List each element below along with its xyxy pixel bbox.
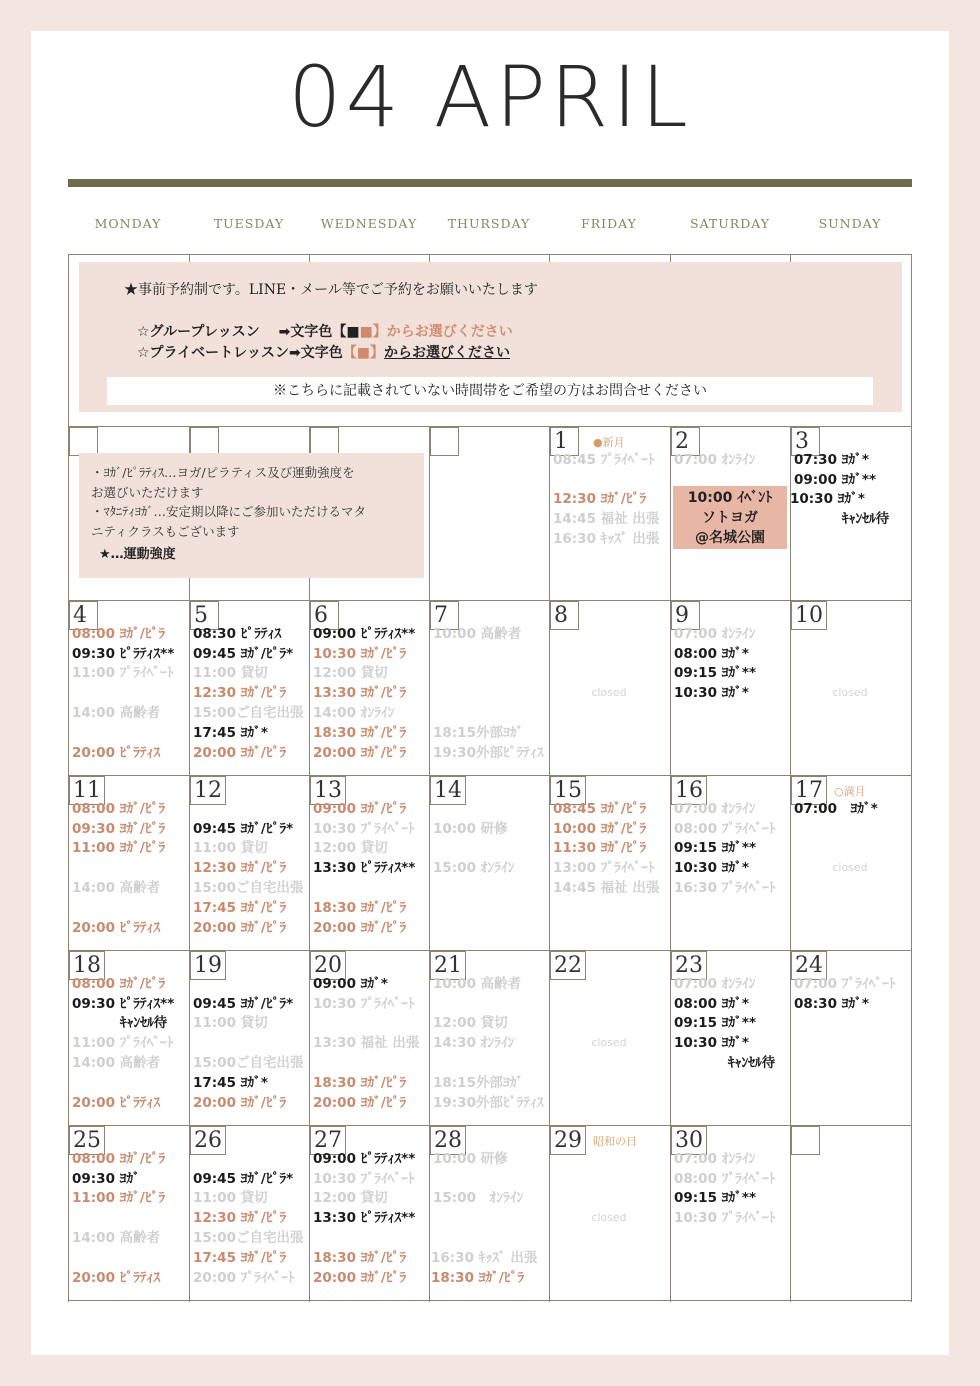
day-number: 15 xyxy=(554,778,582,803)
schedule-entry: 07:00 ﾌﾟﾗｲﾍﾞｰﾄ xyxy=(794,975,896,992)
schedule-entry: 08:00 ﾖｶﾞ/ﾋﾟﾗ xyxy=(72,1150,166,1167)
day-number: 23 xyxy=(675,953,703,978)
schedule-entry: 12:30 ﾖｶﾞ/ﾋﾟﾗ xyxy=(193,1210,287,1227)
schedule-entry: 15:00ご自宅出張 xyxy=(193,1230,304,1246)
notice-private-lesson: ☆プライベートレッスン➡文字色【■】からお選びください xyxy=(137,345,510,361)
legend-intensity: ★…運動強度 xyxy=(99,547,176,562)
day-number: 29 xyxy=(554,1128,582,1153)
schedule-entry: ｷｬﾝｾﾙ待 xyxy=(842,511,890,528)
day-number: 5 xyxy=(194,603,208,628)
schedule-entry: 20:00 ﾖｶﾞ/ﾋﾟﾗ xyxy=(193,919,287,936)
schedule-entry: 12:00 貸切 xyxy=(313,840,388,857)
schedule-entry: 08:00 ﾖｶﾞ/ﾋﾟﾗ xyxy=(72,975,166,992)
schedule-entry: 09:45 ﾖｶﾞ/ﾋﾟﾗ* xyxy=(193,645,294,662)
day-tag: 昭和の日 xyxy=(593,1135,637,1148)
schedule-entry: 12:30 ﾖｶﾞ/ﾋﾟﾗ xyxy=(553,491,647,508)
day-number: 26 xyxy=(194,1128,222,1153)
notice-inquiry: ※こちらに記載されていない時間帯をご希望の方はお問合せください xyxy=(107,377,873,405)
schedule-entry: 14:00 高齢者 xyxy=(72,1055,161,1071)
schedule-entry: 07:00 ｵﾝﾗｲﾝ xyxy=(674,1150,756,1167)
schedule-entry: 18:30 ﾖｶﾞ/ﾋﾟﾗ xyxy=(431,1269,525,1286)
schedule-entry: 20:00 ﾖｶﾞ/ﾋﾟﾗ xyxy=(193,744,287,761)
schedule-entry: 14:45 福祉 出張 xyxy=(553,511,660,528)
legend-line: ・ﾏﾀﾆﾃｨﾖｶﾞ…安定期以降にご参加いただけるマタ xyxy=(91,504,367,519)
schedule-entry: 13:00 ﾌﾟﾗｲﾍﾞｰﾄ xyxy=(553,860,655,877)
day-number: 30 xyxy=(675,1128,703,1153)
schedule-entry: 18:30 ﾖｶﾞ/ﾋﾟﾗ xyxy=(313,1249,407,1266)
day-number: 8 xyxy=(554,603,568,628)
schedule-entry: 19:30外部ﾋﾟﾗﾃｨｽ xyxy=(433,744,544,761)
closed-label: closed xyxy=(832,686,868,699)
schedule-entry: 18:15外部ﾖｶﾞ xyxy=(433,724,524,741)
day-number: 21 xyxy=(434,953,462,978)
schedule-entry: 18:30 ﾖｶﾞ/ﾋﾟﾗ xyxy=(313,899,407,916)
schedule-entry: 11:00 貸切 xyxy=(193,665,268,682)
schedule-entry: 14:00 ｵﾝﾗｲﾝ xyxy=(313,705,395,721)
schedule-entry: 15:00ご自宅出張 xyxy=(193,1055,304,1071)
day-number: 22 xyxy=(554,953,582,978)
schedule-entry: 09:00 ﾋﾟﾗﾃｨｽ** xyxy=(313,1150,416,1167)
day-number: 4 xyxy=(73,603,87,628)
weekday-friday: FRIDAY xyxy=(581,216,637,231)
schedule-entry: 13:30 福祉 出張 xyxy=(313,1035,420,1052)
schedule-entry: 10:30 ﾌﾟﾗｲﾍﾞｰﾄ xyxy=(674,1210,776,1227)
schedule-entry: 11:00 貸切 xyxy=(193,840,268,857)
schedule-entry: 20:00 ﾋﾟﾗﾃｨｽ xyxy=(72,919,161,936)
closed-label: closed xyxy=(591,1211,627,1224)
schedule-entry: 08:30 ﾖｶﾞ* xyxy=(794,995,869,1012)
schedule-entry: 12:00 貸切 xyxy=(313,665,388,682)
schedule-entry: 09:15 ﾖｶﾞ** xyxy=(674,1190,757,1207)
schedule-entry: 08:45 ﾌﾟﾗｲﾍﾞｰﾄ xyxy=(553,451,655,468)
schedule-entry: 08:00 ﾖｶﾞ* xyxy=(674,995,749,1012)
schedule-entry: 08:00 ﾖｶﾞ* xyxy=(674,645,749,662)
closed-label: closed xyxy=(832,861,868,874)
schedule-entry: 09:30 ﾋﾟﾗﾃｨｽ** xyxy=(72,645,175,662)
empty-day-box xyxy=(310,427,339,456)
schedule-entry: 14:30 ｵﾝﾗｲﾝ xyxy=(433,1035,515,1052)
schedule-entry: 11:00 ﾖｶﾞ/ﾋﾟﾗ xyxy=(72,840,166,857)
reservation-notice xyxy=(79,262,902,412)
schedule-entry: 20:00 ﾖｶﾞ/ﾋﾟﾗ xyxy=(313,744,407,761)
weekday-saturday: SATURDAY xyxy=(690,216,770,231)
schedule-entry: 07:00 ﾖｶﾞ* xyxy=(794,800,878,817)
day-number: 25 xyxy=(73,1128,101,1153)
schedule-entry: 09:00 ﾋﾟﾗﾃｨｽ** xyxy=(313,625,416,642)
schedule-entry: 12:00 貸切 xyxy=(433,1015,508,1032)
empty-day-box xyxy=(430,427,459,456)
weekday-thursday: THURSDAY xyxy=(447,216,531,231)
event-callout xyxy=(673,486,787,549)
schedule-entry: ｷｬﾝｾﾙ待 xyxy=(728,1055,776,1071)
schedule-entry: 07:30 ﾖｶﾞ* xyxy=(794,451,869,468)
schedule-entry: 11:00 貸切 xyxy=(193,1190,268,1207)
schedule-entry: 11:30 ﾖｶﾞ/ﾋﾟﾗ xyxy=(553,840,647,857)
schedule-entry: 14:00 高齢者 xyxy=(72,1230,161,1246)
day-number: 16 xyxy=(675,778,703,803)
schedule-entry: 13:30 ﾋﾟﾗﾃｨｽ** xyxy=(313,860,416,877)
class-legend xyxy=(79,453,424,578)
schedule-entry: 07:00 ｵﾝﾗｲﾝ xyxy=(674,451,756,468)
schedule-entry: 09:15 ﾖｶﾞ** xyxy=(674,665,757,682)
schedule-entry: 08:00 ﾌﾟﾗｲﾍﾞｰﾄ xyxy=(674,1170,776,1187)
schedule-entry: 08:30 ﾋﾟﾗﾃｨｽ xyxy=(193,625,282,642)
schedule-entry: 10:00 高齢者 xyxy=(433,625,522,642)
schedule-entry: 10:30 ﾖｶﾞ/ﾋﾟﾗ xyxy=(313,645,407,662)
schedule-entry: 10:30 ﾖｶﾞ* xyxy=(674,685,749,702)
schedule-entry: 19:30外部ﾋﾟﾗﾃｨｽ xyxy=(433,1094,544,1111)
schedule-entry: 09:15 ﾖｶﾞ** xyxy=(674,1015,757,1032)
schedule-entry: 07:00 ｵﾝﾗｲﾝ xyxy=(674,625,756,642)
day-number: 3 xyxy=(795,429,809,454)
event-callout-line: @名城公園 xyxy=(695,530,765,546)
empty-day-box xyxy=(69,427,98,456)
schedule-entry: 09:00 ﾖｶﾞ** xyxy=(794,471,877,488)
schedule-entry: 09:30 ﾖｶﾞ xyxy=(72,1170,140,1187)
schedule-entry: 08:00 ﾖｶﾞ/ﾋﾟﾗ xyxy=(72,800,166,817)
schedule-entry: 10:00 研修 xyxy=(433,1150,508,1167)
day-number: 14 xyxy=(434,778,462,803)
day-tag: ●新月 xyxy=(593,436,625,449)
notice-group-lesson: ☆グループレッスン ➡文字色【■■】からお選びください xyxy=(137,324,513,340)
schedule-entry: 10:30 ﾌﾟﾗｲﾍﾞｰﾄ xyxy=(313,995,415,1012)
schedule-entry: 08:00 ﾖｶﾞ/ﾋﾟﾗ xyxy=(72,625,166,642)
day-number: 20 xyxy=(314,953,342,978)
schedule-entry: 11:00 ﾖｶﾞ/ﾋﾟﾗ xyxy=(72,1190,166,1207)
schedule-entry: 09:45 ﾖｶﾞ/ﾋﾟﾗ* xyxy=(193,820,294,837)
day-number: 2 xyxy=(675,429,689,454)
day-number: 10 xyxy=(795,603,823,628)
day-number: 17 xyxy=(795,778,823,803)
day-number: 9 xyxy=(675,603,689,628)
day-number: 11 xyxy=(73,778,101,803)
schedule-entry: 20:00 ﾖｶﾞ/ﾋﾟﾗ xyxy=(193,1094,287,1111)
schedule-entry: 10:00 高齢者 xyxy=(433,975,522,992)
schedule-entry: 20:00 ﾖｶﾞ/ﾋﾟﾗ xyxy=(313,919,407,936)
legend-line: ニティクラスもございます xyxy=(91,523,240,539)
schedule-entry: 14:45 福祉 出張 xyxy=(553,880,660,896)
schedule-entry: 20:00 ﾋﾟﾗﾃｨｽ xyxy=(72,1269,161,1286)
schedule-entry: 09:30 ﾋﾟﾗﾃｨｽ** xyxy=(72,995,175,1012)
schedule-entry: 17:45 ﾖｶﾞ/ﾋﾟﾗ xyxy=(193,899,287,916)
page-title: 04 APRIL xyxy=(288,48,692,146)
schedule-entry: 18:30 ﾖｶﾞ/ﾋﾟﾗ xyxy=(313,1074,407,1091)
schedule-entry: 20:00 ﾋﾟﾗﾃｨｽ xyxy=(72,744,161,761)
closed-label: closed xyxy=(591,686,627,699)
schedule-entry: 20:00 ﾌﾟﾗｲﾍﾞｰﾄ xyxy=(193,1269,295,1286)
schedule-entry: 18:15外部ﾖｶﾞ xyxy=(433,1074,524,1091)
schedule-entry: 13:30 ﾖｶﾞ/ﾋﾟﾗ xyxy=(313,685,407,702)
schedule-entry: 08:00 ﾌﾟﾗｲﾍﾞｰﾄ xyxy=(674,820,776,837)
weekday-wednesday: WEDNESDAY xyxy=(320,216,418,231)
schedule-entry: 08:45 ﾖｶﾞ/ﾋﾟﾗ xyxy=(553,800,647,817)
schedule-entry: 12:30 ﾖｶﾞ/ﾋﾟﾗ xyxy=(193,685,287,702)
day-number: 19 xyxy=(194,953,222,978)
schedule-entry: 10:30 ﾖｶﾞ* xyxy=(674,1035,749,1052)
schedule-entry: 13:30 ﾋﾟﾗﾃｨｽ** xyxy=(313,1210,416,1227)
schedule-entry: 10:30 ﾖｶﾞ* xyxy=(790,491,865,508)
schedule-entry: 10:00 ﾖｶﾞ/ﾋﾟﾗ xyxy=(553,820,647,837)
legend-line: お選びいただけます xyxy=(91,484,204,500)
schedule-entry: 11:00 ﾌﾟﾗｲﾍﾞｰﾄ xyxy=(72,1035,174,1052)
schedule-entry: 10:30 ﾌﾟﾗｲﾍﾞｰﾄ xyxy=(313,1170,415,1187)
schedule-entry: 20:00 ﾋﾟﾗﾃｨｽ xyxy=(72,1094,161,1111)
schedule-entry: 20:00 ﾖｶﾞ/ﾋﾟﾗ xyxy=(313,1269,407,1286)
schedule-entry: 07:00 ｵﾝﾗｲﾝ xyxy=(674,800,756,817)
schedule-entry: 12:30 ﾖｶﾞ/ﾋﾟﾗ xyxy=(193,860,287,877)
schedule-entry: 15:00 ｵﾝﾗｲﾝ xyxy=(433,860,515,877)
day-number: 27 xyxy=(314,1128,342,1153)
day-number: 6 xyxy=(314,603,328,628)
schedule-entry: 20:00 ﾖｶﾞ/ﾋﾟﾗ xyxy=(313,1094,407,1111)
schedule-entry: 16:30 ｷｯｽﾞ 出張 xyxy=(553,531,660,547)
schedule-entry: 18:30 ﾖｶﾞ/ﾋﾟﾗ xyxy=(313,724,407,741)
schedule-entry: 09:45 ﾖｶﾞ/ﾋﾟﾗ* xyxy=(193,1170,294,1187)
day-number: 24 xyxy=(795,953,823,978)
schedule-entry: 09:00 ﾖｶﾞ* xyxy=(313,975,388,992)
event-callout-line: 10:00 ｲﾍﾞﾝﾄ xyxy=(687,490,773,506)
day-number: 12 xyxy=(194,778,222,803)
schedule-entry: 17:45 ﾖｶﾞ* xyxy=(193,1074,268,1091)
notice-line-1: ★事前予約制です。LINE・メール等でご予約をお願いいたします xyxy=(124,282,538,298)
schedule-entry: 16:30 ｷｯｽﾞ 出張 xyxy=(431,1249,538,1266)
schedule-entry: 17:45 ﾖｶﾞ/ﾋﾟﾗ xyxy=(193,1249,287,1266)
day-number: 18 xyxy=(73,953,101,978)
schedule-entry: 16:30 ﾌﾟﾗｲﾍﾞｰﾄ xyxy=(674,880,776,896)
schedule-entry: 09:45 ﾖｶﾞ/ﾋﾟﾗ* xyxy=(193,995,294,1012)
schedule-entry: 14:00 高齢者 xyxy=(72,880,161,896)
schedule-entry: 09:30 ﾖｶﾞ/ﾋﾟﾗ xyxy=(72,820,166,837)
empty-day-box xyxy=(791,1126,820,1155)
day-number: 1 xyxy=(554,429,568,454)
schedule-entry: 10:00 研修 xyxy=(433,820,508,837)
weekday-sunday: SUNDAY xyxy=(818,216,882,231)
event-callout-line: ソトヨガ xyxy=(702,510,758,526)
day-number: 28 xyxy=(434,1128,462,1153)
schedule-entry: 15:00ご自宅出張 xyxy=(193,705,304,721)
schedule-entry: 17:45 ﾖｶﾞ* xyxy=(193,724,268,741)
title-divider xyxy=(68,179,912,187)
schedule-entry: 14:00 高齢者 xyxy=(72,705,161,721)
empty-day-box xyxy=(190,427,219,456)
schedule-entry: 11:00 貸切 xyxy=(193,1015,268,1032)
closed-label: closed xyxy=(591,1036,627,1049)
schedule-entry: 12:00 貸切 xyxy=(313,1190,388,1207)
day-number: 13 xyxy=(314,778,342,803)
schedule-entry: 09:15 ﾖｶﾞ** xyxy=(674,840,757,857)
weekday-monday: MONDAY xyxy=(94,216,162,231)
schedule-entry: 10:30 ﾖｶﾞ* xyxy=(674,860,749,877)
schedule-entry: 07:00 ｵﾝﾗｲﾝ xyxy=(674,975,756,992)
legend-line: ・ﾖｶﾞ/ﾋﾟﾗﾃｨｽ…ヨガ/ピラティス及び運動強度を xyxy=(91,465,355,480)
day-tag: ○満月 xyxy=(834,785,866,798)
schedule-entry: 10:30 ﾌﾟﾗｲﾍﾞｰﾄ xyxy=(313,820,415,837)
schedule-entry: 09:00 ﾖｶﾞ/ﾋﾟﾗ xyxy=(313,800,407,817)
day-number: 7 xyxy=(434,603,448,628)
weekday-tuesday: TUESDAY xyxy=(213,216,285,231)
schedule-entry: 11:00 ﾌﾟﾗｲﾍﾞｰﾄ xyxy=(72,665,174,682)
schedule-entry: ｷｬﾝｾﾙ待 xyxy=(120,1015,168,1032)
schedule-entry: 15:00 ｵﾝﾗｲﾝ xyxy=(433,1190,524,1207)
schedule-entry: 15:00ご自宅出張 xyxy=(193,880,304,896)
